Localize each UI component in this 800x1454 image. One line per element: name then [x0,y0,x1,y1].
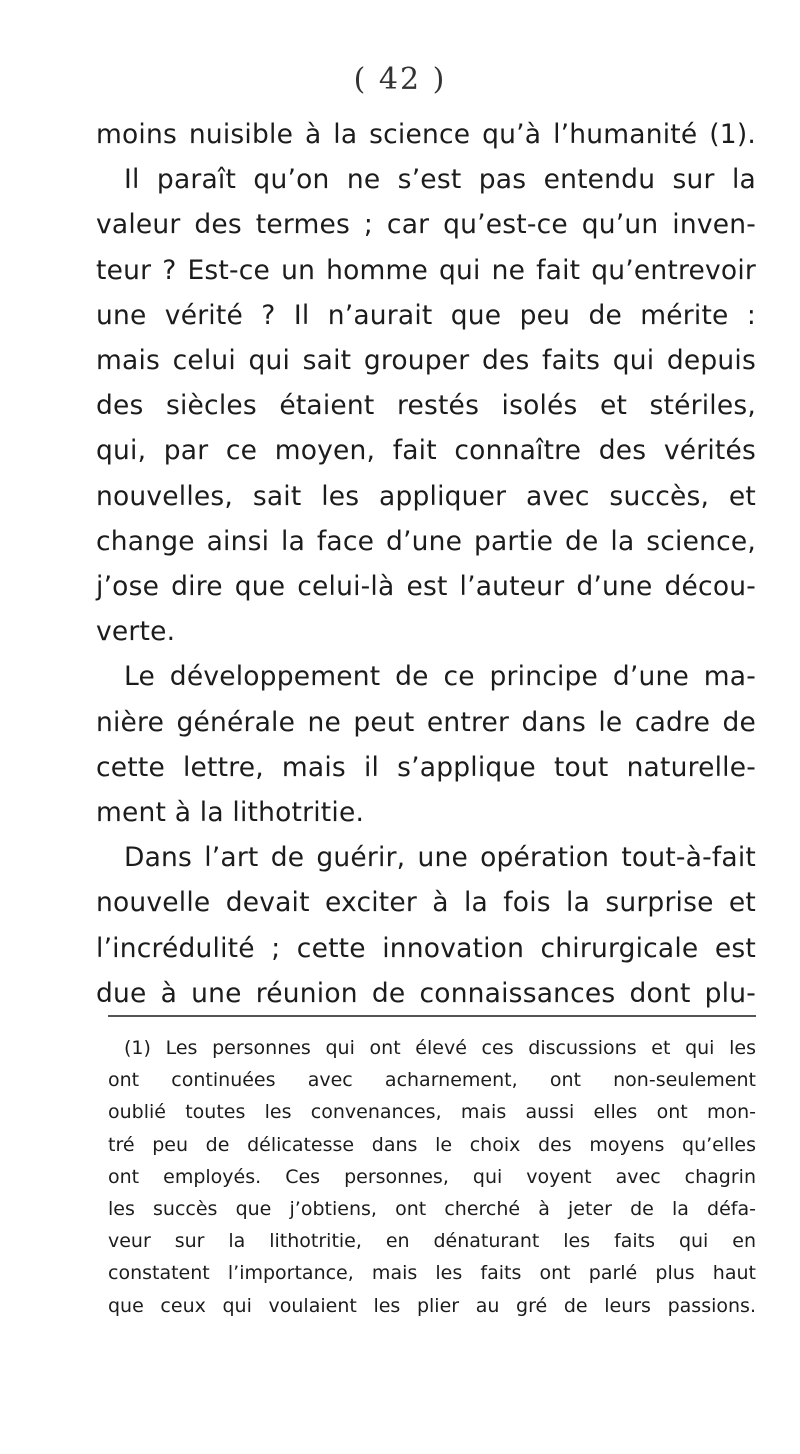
text-line: nière générale ne peut entrer dans le cadre de [96,706,756,738]
page-number: ( 42 ) [353,62,447,97]
footnote-separator-rule [108,1015,756,1017]
text-line: Dans l’art de guérir, une opération tout-à-fait [124,842,756,874]
text-line: teur ? Est-ce un homme qui ne fait qu’entrevoir [96,254,756,286]
footnote-line: les succès que j’obtiens, ont cherché à jeter de la défa- [108,1198,756,1221]
text-line: ment à la lithotritie. [96,797,365,829]
text-line: due à une réunion de connaissances dont plu- [96,977,756,1009]
text-line: Le développement de ce principe d’une ma- [124,661,756,693]
text-line: une vérité ? Il n’aurait que peu de mérite : [96,299,756,331]
text-line: verte. [96,616,176,648]
text-line: nouvelle devait exciter à la fois la surprise et [96,887,756,919]
main-text [96,112,756,1016]
footnote-line: veur sur la lithotritie, en dénaturant les faits qui en [108,1230,756,1253]
text-line: qui, par ce moyen, fait connaître des vérités [96,435,756,467]
text-line: Il paraît qu’on ne s’est pas entendu sur la [124,164,756,196]
footnote [108,1032,756,1322]
footnote-line: (1) Les personnes qui ont élevé ces discussions et qui les [124,1037,756,1059]
footnote-line: oublié toutes les convenances, mais aussi elles ont mon- [108,1101,756,1124]
text-line: change ainsi la face d’une partie de la science, [96,525,756,557]
footnote-line: ont continuées avec acharnement, ont non-seulement [108,1069,756,1092]
text-line: moins nuisible à la science qu’à l’humanité (1). [96,119,756,150]
footnote-line: tré peu de délicatesse dans le choix des moyens qu’elles [108,1133,756,1156]
text-line: j’ose dire que celui-là est l’auteur d’une décou- [96,571,756,603]
text-line: des siècles étaient restés isolés et stériles, [96,390,756,422]
footnote-line: constatent l’importance, mais les faits ont parlé plus haut [108,1262,756,1285]
footnote-line: que ceux qui voulaient les plier au gré de leurs passions. [108,1294,756,1317]
text-line: l’incrédulité ; cette innovation chirurgicale est [96,932,756,964]
footnote-line: ont employés. Ces personnes, qui voyent avec chagrin [108,1165,756,1188]
text-line: cette lettre, mais il s’applique tout naturelle- [96,751,756,783]
text-line: valeur des termes ; car qu’est-ce qu’un inven- [96,209,756,241]
text-line: mais celui qui sait grouper des faits qui depuis [96,345,756,377]
text-line: nouvelles, sait les appliquer avec succès, et [96,480,756,512]
